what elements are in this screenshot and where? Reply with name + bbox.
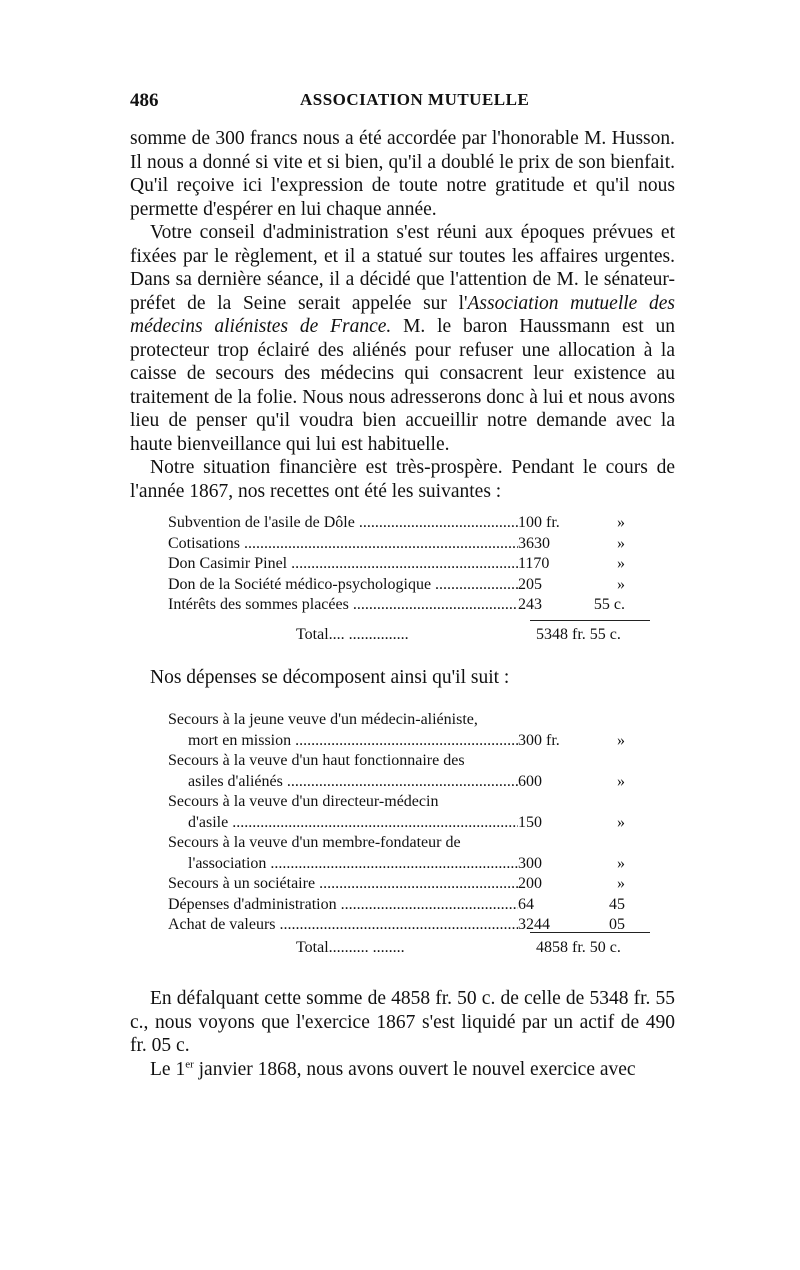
expenses-total-rule (530, 932, 650, 933)
paragraph-1: somme de 300 francs nous a été accordée par l'honorable M. Husson. Il nous a donné si vite et si bien, qu'il a doublé le prix de son bienfait. Qu'il reçoive ici l'expression de toute notre gratitude et qu'il nous permette d'espérer en lui chaque année. (130, 128, 675, 220)
income-centimes: » (617, 575, 625, 593)
income-row (168, 595, 648, 616)
expense-row (168, 813, 648, 834)
expense-label: mort en mission ..... (168, 731, 518, 752)
income-total-value: 5348 fr. 55 c. (536, 626, 621, 643)
income-francs: 243 (518, 596, 542, 613)
expense-entry (168, 751, 648, 792)
expenses-table (168, 710, 648, 936)
income-label: Cotisations ..... (168, 534, 518, 555)
expense-francs: 300 (518, 854, 542, 872)
expense-label: d'asile ..... (168, 813, 518, 834)
expenses-intro: Nos dépenses se décomposent ainsi qu'il suit : (150, 667, 510, 688)
paragraph-5-text-a: Le 1 (150, 1058, 186, 1080)
page-header (130, 90, 675, 118)
expense-label-line1: Secours à la jeune veuve d'un médecin-aliéniste, (168, 711, 478, 728)
income-francs: 100 fr. (518, 514, 560, 531)
running-title: ASSOCIATION MUTUELLE (300, 90, 530, 109)
expense-entry (168, 792, 648, 833)
paragraph-2-italic: Association mutuelle des médecins aliénistes de France. (130, 292, 675, 337)
income-total-label: Total.... ............... (296, 626, 409, 643)
expense-label: asiles d'aliénés ..... (168, 772, 518, 793)
expenses-total-label: Total.......... ........ (296, 939, 405, 956)
income-row (168, 513, 648, 534)
expense-centimes: » (617, 772, 625, 790)
income-centimes: » (617, 555, 625, 572)
expense-francs: 150 (518, 813, 542, 831)
expense-centimes: » (617, 813, 625, 831)
income-centimes: 55 c. (593, 596, 625, 613)
income-total-rule (530, 620, 650, 621)
expense-row (168, 731, 648, 752)
expense-row (168, 895, 648, 916)
expense-entry (168, 710, 648, 751)
income-table (168, 513, 648, 616)
paragraph-5-superscript: er (185, 1058, 194, 1070)
expense-francs: 600 (518, 772, 542, 790)
expense-label-line1: Secours à la veuve d'un haut fonctionnaire des (168, 752, 465, 769)
expense-francs: 64 (518, 895, 534, 913)
expense-centimes: 45 (609, 895, 625, 913)
income-label: Subvention de l'asile de Dôle ..... (168, 513, 518, 534)
income-row (168, 554, 648, 575)
income-label: Don de la Société médico-psychologique ..... (168, 575, 518, 596)
expense-francs: 3244 (518, 916, 550, 933)
income-label: Intérêts des sommes placées ..... (168, 595, 518, 616)
paragraph-4: En défalquant cette somme de 4858 fr. 50 c. de celle de 5348 fr. 55 c., nous voyons que l'exercice 1867 s'est liquidé par un actif de 490 fr. 05 c. (130, 988, 675, 1056)
expense-label: Secours à un sociétaire ..... (168, 874, 518, 895)
page-number: 486 (130, 90, 159, 111)
closing-text (130, 987, 675, 1081)
expense-francs: 300 fr. (518, 731, 560, 749)
income-francs: 3630 (518, 534, 550, 552)
body-text (130, 127, 675, 503)
expense-label: Dépenses d'administration ..... (168, 895, 518, 916)
expense-label: l'association ..... (168, 854, 518, 875)
expense-row (168, 772, 648, 793)
paragraph-3: Notre situation financière est très-prospère. Pendant le cours de l'année 1867, nos recettes ont été les suivantes : (130, 457, 675, 502)
expense-label-line1: Secours à la veuve d'un membre-fondateur de (168, 834, 461, 851)
income-centimes: » (617, 534, 625, 552)
income-label: Don Casimir Pinel ..... (168, 554, 518, 575)
expense-entry (168, 833, 648, 874)
expense-centimes: » (617, 731, 625, 749)
income-francs: 1170 (518, 555, 550, 572)
expenses-total-row (168, 939, 648, 957)
income-total-row (168, 626, 648, 644)
paragraph-2-text-b: M. le baron Haussmann est un protecteur trop éclairé des aliénés pour refuser une allocation à la caisse de secours des médecins qui consacrent leur existence au traitement de la folie. Nous nous adresserons donc à lui et nous avons lieu de penser qu'il voudra bien accueillir notre demande avec la haute bienveillance qui lui est habituelle. (130, 316, 675, 455)
income-row (168, 534, 648, 555)
expense-centimes: » (617, 875, 625, 892)
income-row (168, 575, 648, 596)
income-francs: 205 (518, 575, 542, 593)
expense-label: Achat de valeurs ..... (168, 915, 518, 936)
expense-centimes: » (617, 854, 625, 872)
expense-row (168, 874, 648, 895)
expense-francs: 200 (518, 875, 542, 892)
expenses-total-value: 4858 fr. 50 c. (536, 939, 621, 956)
paragraph-2-text-a: Votre conseil d'administration s'est réuni aux époques prévues et fixées par le règlement, et il a statué sur toutes les affaires urgentes. Dans sa dernière séance, il a décidé que l'attention de M. le sénateur-préfet de la Seine serait appelée sur l' (130, 222, 675, 314)
expense-centimes: 05 (609, 916, 625, 933)
paragraph-2 (130, 221, 675, 456)
paragraph-5 (130, 1058, 675, 1082)
expense-row (168, 854, 648, 875)
paragraph-5-text-b: janvier 1868, nous avons ouvert le nouvel exercice avec (193, 1058, 636, 1080)
expense-label-line1: Secours à la veuve d'un directeur-médecin (168, 793, 439, 810)
income-centimes: » (617, 514, 625, 531)
